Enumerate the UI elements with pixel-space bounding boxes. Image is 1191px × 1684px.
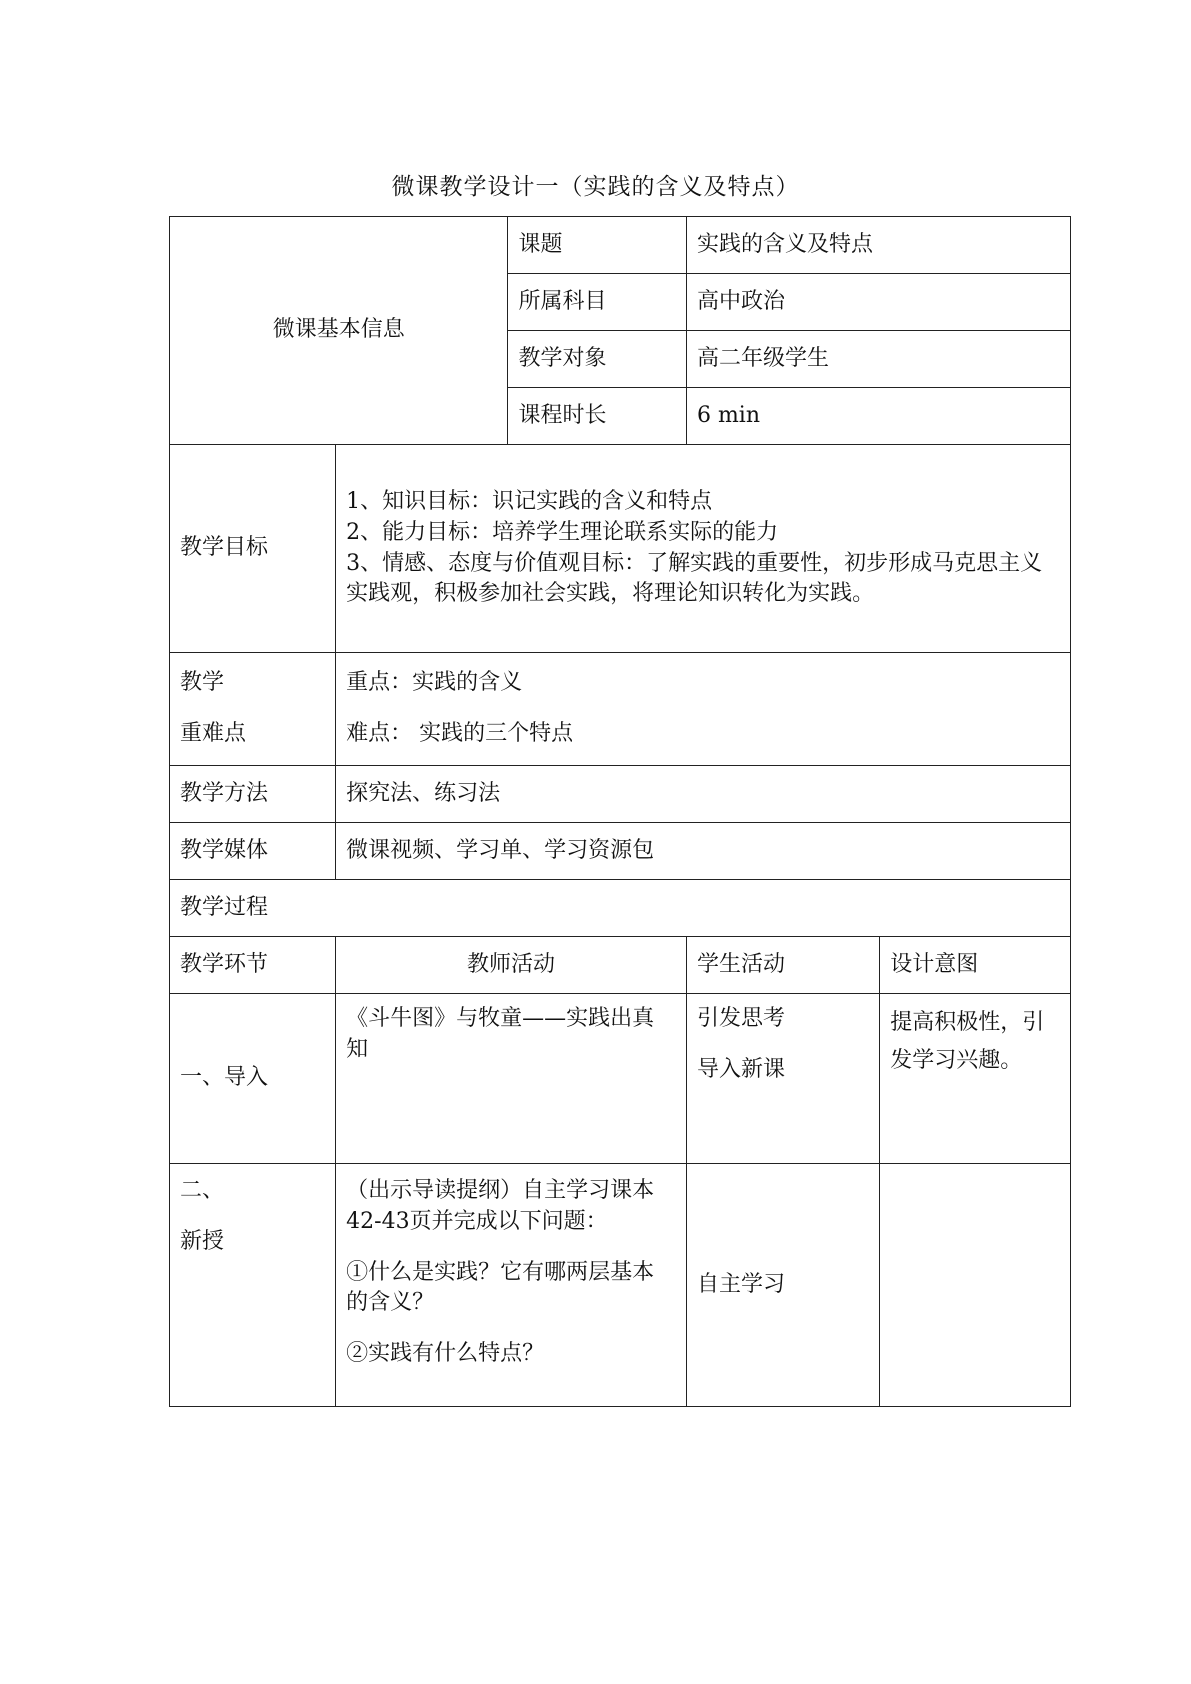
objective-item: 1、知识目标：识记实践的含义和特点 bbox=[346, 488, 713, 514]
new-stage bbox=[170, 1164, 336, 1407]
key-points-label bbox=[170, 653, 336, 766]
header-teacher: 教师活动 bbox=[336, 937, 687, 994]
header-stage: 教学环节 bbox=[170, 937, 336, 994]
new-teacher-question-1: ①什么是实践？它有哪两层基本的含义？ bbox=[346, 1259, 655, 1316]
duration-value: 6 min bbox=[686, 388, 1070, 445]
process-header-row bbox=[170, 937, 1071, 994]
audience-value: 高二年级学生 bbox=[686, 331, 1070, 388]
focus-text: 重点：实践的含义 bbox=[346, 670, 523, 696]
objectives-content bbox=[336, 445, 1071, 653]
subject-label: 所属科目 bbox=[508, 274, 686, 331]
duration-label: 课程时长 bbox=[508, 388, 686, 445]
new-teacher bbox=[336, 1164, 687, 1407]
process-label: 教学过程 bbox=[170, 880, 1071, 937]
basic-info-label: 微课基本信息 bbox=[170, 217, 508, 445]
intro-stage: 一、导入 bbox=[170, 994, 336, 1164]
process-row-intro bbox=[170, 994, 1071, 1164]
new-stage-line2: 新授 bbox=[180, 1228, 225, 1254]
method-row bbox=[170, 766, 1071, 823]
method-label: 教学方法 bbox=[170, 766, 336, 823]
process-row-new bbox=[170, 1164, 1071, 1407]
method-value: 探究法、练习法 bbox=[336, 766, 1071, 823]
difficulty-text: 难点： 实践的三个特点 bbox=[346, 721, 574, 746]
objective-item: 2、能力目标：培养学生理论联系实际的能力 bbox=[346, 519, 779, 545]
basic-info-row-topic bbox=[170, 217, 1071, 274]
objectives-row bbox=[170, 445, 1071, 653]
topic-value: 实践的含义及特点 bbox=[686, 217, 1070, 274]
intro-student-line2: 导入新课 bbox=[696, 1056, 785, 1082]
header-student: 学生活动 bbox=[686, 937, 879, 994]
topic-label: 课题 bbox=[508, 217, 686, 274]
key-points-label-line1: 教学 bbox=[180, 670, 225, 696]
intro-intent: 提高积极性，引发学习兴趣。 bbox=[880, 994, 1071, 1164]
document-title: 微课教学设计一（实践的含义及特点） bbox=[391, 174, 800, 200]
lesson-design-table bbox=[169, 216, 1071, 1407]
media-value: 微课视频、学习单、学习资源包 bbox=[336, 823, 1071, 880]
intro-student bbox=[686, 994, 879, 1164]
audience-label: 教学对象 bbox=[508, 331, 686, 388]
objectives-label: 教学目标 bbox=[170, 445, 336, 653]
process-heading-row bbox=[170, 880, 1071, 937]
key-points-content bbox=[336, 653, 1071, 766]
media-row bbox=[170, 823, 1071, 880]
objective-item: 3、情感、态度与价值观目标：了解实践的重要性，初步形成马克思主义实践观，积极参加社会实践，将理论知识转化为实践。 bbox=[346, 550, 1043, 607]
new-student: 自主学习 bbox=[686, 1164, 879, 1407]
new-teacher-question-2: ②实践有什么特点？ bbox=[346, 1341, 545, 1367]
new-stage-line1: 二、 bbox=[180, 1178, 225, 1203]
key-points-label-line2: 重难点 bbox=[180, 721, 247, 746]
header-intent: 设计意图 bbox=[880, 937, 1071, 994]
media-label: 教学媒体 bbox=[170, 823, 336, 880]
subject-value: 高中政治 bbox=[686, 274, 1070, 331]
new-teacher-intro: （出示导读提纲）自主学习课本42-43页并完成以下问题： bbox=[346, 1178, 655, 1234]
new-intent bbox=[880, 1164, 1071, 1407]
key-points-row bbox=[170, 653, 1071, 766]
intro-teacher: 《斗牛图》与牧童——实践出真知 bbox=[336, 994, 687, 1164]
intro-student-line1: 引发思考 bbox=[696, 1006, 785, 1031]
